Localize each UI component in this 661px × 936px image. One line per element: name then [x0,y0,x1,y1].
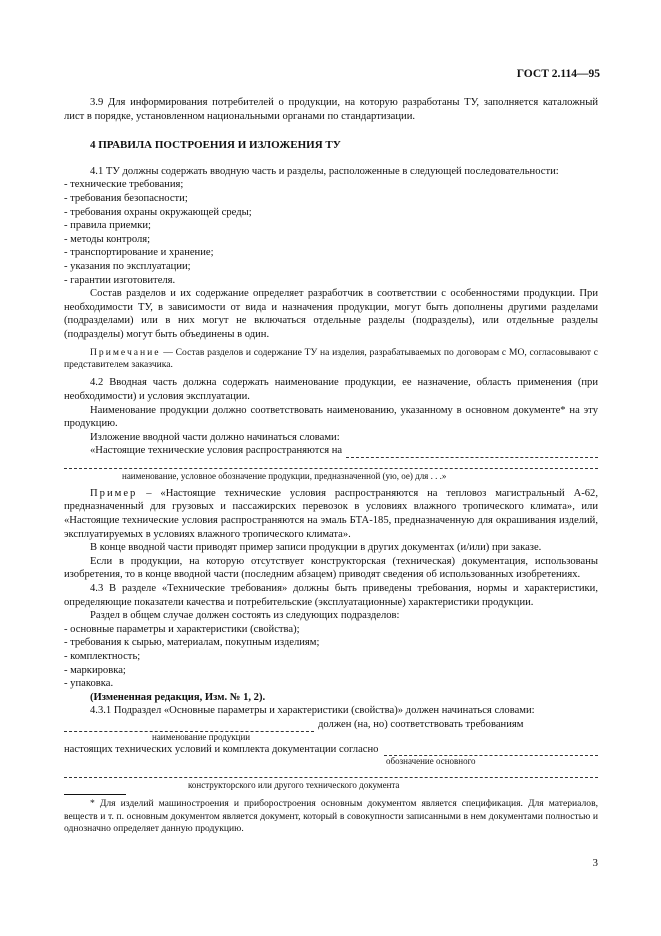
list-item: - требования к сырью, материалам, покупным изделиям; [64,637,320,649]
caption-product-name: наименование продукции [152,731,251,742]
page-number: 3 [592,857,598,869]
list-item: - технические требования; [64,179,184,191]
example [64,487,598,541]
paragraph-3-9: 3.9 Для информирования потребителей о продукции, на которую разработаны ТУ, заполняется каталожный лист в порядке, установленном национальными органами по стандартизации. [64,97,598,122]
amendment-note: (Измененная редакция, Изм. № 1, 2). [90,691,266,703]
paragraph-4-3-1: 4.3.1 Подраздел «Основные параметры и характеристики (свойства)» должен начинаться словами: [90,705,535,717]
section-4-title: 4 ПРАВИЛА ПОСТРОЕНИЯ И ИЗЛОЖЕНИЯ ТУ [90,139,341,152]
quote-line [64,444,598,458]
fill-row-2 [64,743,598,757]
list-item: - методы контроля; [64,233,151,245]
fill-line-full [64,769,598,778]
document-header: ГОСТ 2.114—95 [516,68,600,80]
list-item: - требования безопасности; [64,192,188,204]
list-4-3 [64,623,598,691]
fill-line [64,722,314,732]
paragraph-inventions: Если в продукции, на которую отсутствует конструкторская (техническая) документация, использованы изобретения, то в конце вводной части (последним абзацем) приводят сведения об использованных изобретениях. [64,555,598,581]
paragraph-subsections-intro: Раздел в общем случае должен состоять из следующих подразделов: [90,610,400,622]
paragraph-4-2: 4.2 Вводная часть должна содержать наименование продукции, ее назначение, область применения (при необходимости) и условия эксплуатации. [64,377,598,402]
quote-start: «Настоящие технические условия распространяются на [90,445,343,457]
example-text: – «Настоящие технические условия распространяются на тепловоз магистральный А-62, предназначенный для грузовых и пассажирских перевозок в условиях влажного тропического климата», или «Настоящие технические условия распространяются на эмаль БТА-185, предназначенную для окрашивания изделий, эксплуатируемых в условиях влажного тропического климата». [64,487,598,540]
fill-row-1 [64,718,598,732]
list-4-1 [64,178,598,287]
fill-row-1-text: должен (на, но) соответствовать требованиям [318,718,524,730]
paragraph-intro-words: Изложение вводной части должно начинаться словами: [90,431,340,443]
quote-caption: наименование, условное обозначение продукции, предназначенной (ую, ое) для . . .» [122,470,447,481]
caption-main-document: обозначение основного [386,756,476,767]
list-item: - указания по эксплуатации; [64,260,191,272]
list-item: - маркировка; [64,664,126,676]
fill-line-full [64,460,598,469]
list-item: - транспортирование и хранение; [64,247,214,259]
note-text: — Состав разделов и содержание ТУ на изделия, разрабатываемых по договорам с МО, согласовывают с представителем заказчика. [64,346,598,370]
list-item: - правила приемки; [64,220,151,232]
fill-line [384,746,598,756]
list-item: - основные параметры и характеристики (свойства); [64,623,300,635]
note-label: Примечание [90,346,161,358]
list-item: - упаковка. [64,678,114,690]
example-label: Пример [90,487,138,499]
fill-row-2-text: настоящих технических условий и комплекта документации согласно [64,743,379,755]
list-item: - требования охраны окружающей среды; [64,206,252,218]
footnote: * Для изделий машиностроения и приборостроения основным документом является спецификация. Для материалов, веществ и т. п. основным документом является документ, который в совокупности записанными в нем документами полностью и однозначно определяет данную продукцию. [64,798,598,834]
paragraph-4-1: 4.1 ТУ должны содержать вводную часть и разделы, расположенные в следующей последовательности: [90,165,559,177]
paragraph-product-name: Наименование продукции должно соответствовать наименованию, указанному в основном документе* на эту продукцию. [64,404,598,430]
paragraph-order-record: В конце вводной части приводят пример записи продукции в других документах (и/или) при заказе. [90,542,542,554]
paragraph-composition: Состав разделов и их содержание определяет разработчик в соответствии с особенностями продукции. При необходимости ТУ, в зависимости от вида и назначения продукции, могут быть дополнены другими разделами (подразделами) или в них могут не включаться отдельные разделы (подразделы), или отдельные разделы (подразделы) могут быть объединены в один. [64,288,598,340]
fill-line [346,448,598,458]
paragraph-4-3: 4.3 В разделе «Технические требования» должны быть приведены требования, нормы и характеристики, определяющие показатели качества и потребительские (эксплуатационные) характеристики продукции. [64,583,598,608]
list-item: - комплектность; [64,651,141,662]
list-item: - гарантии изготовителя. [64,274,176,286]
caption-design-document: конструкторского или другого технического документа [188,780,400,791]
document-body [64,96,598,835]
note [64,347,598,372]
footnote-separator [64,794,126,795]
